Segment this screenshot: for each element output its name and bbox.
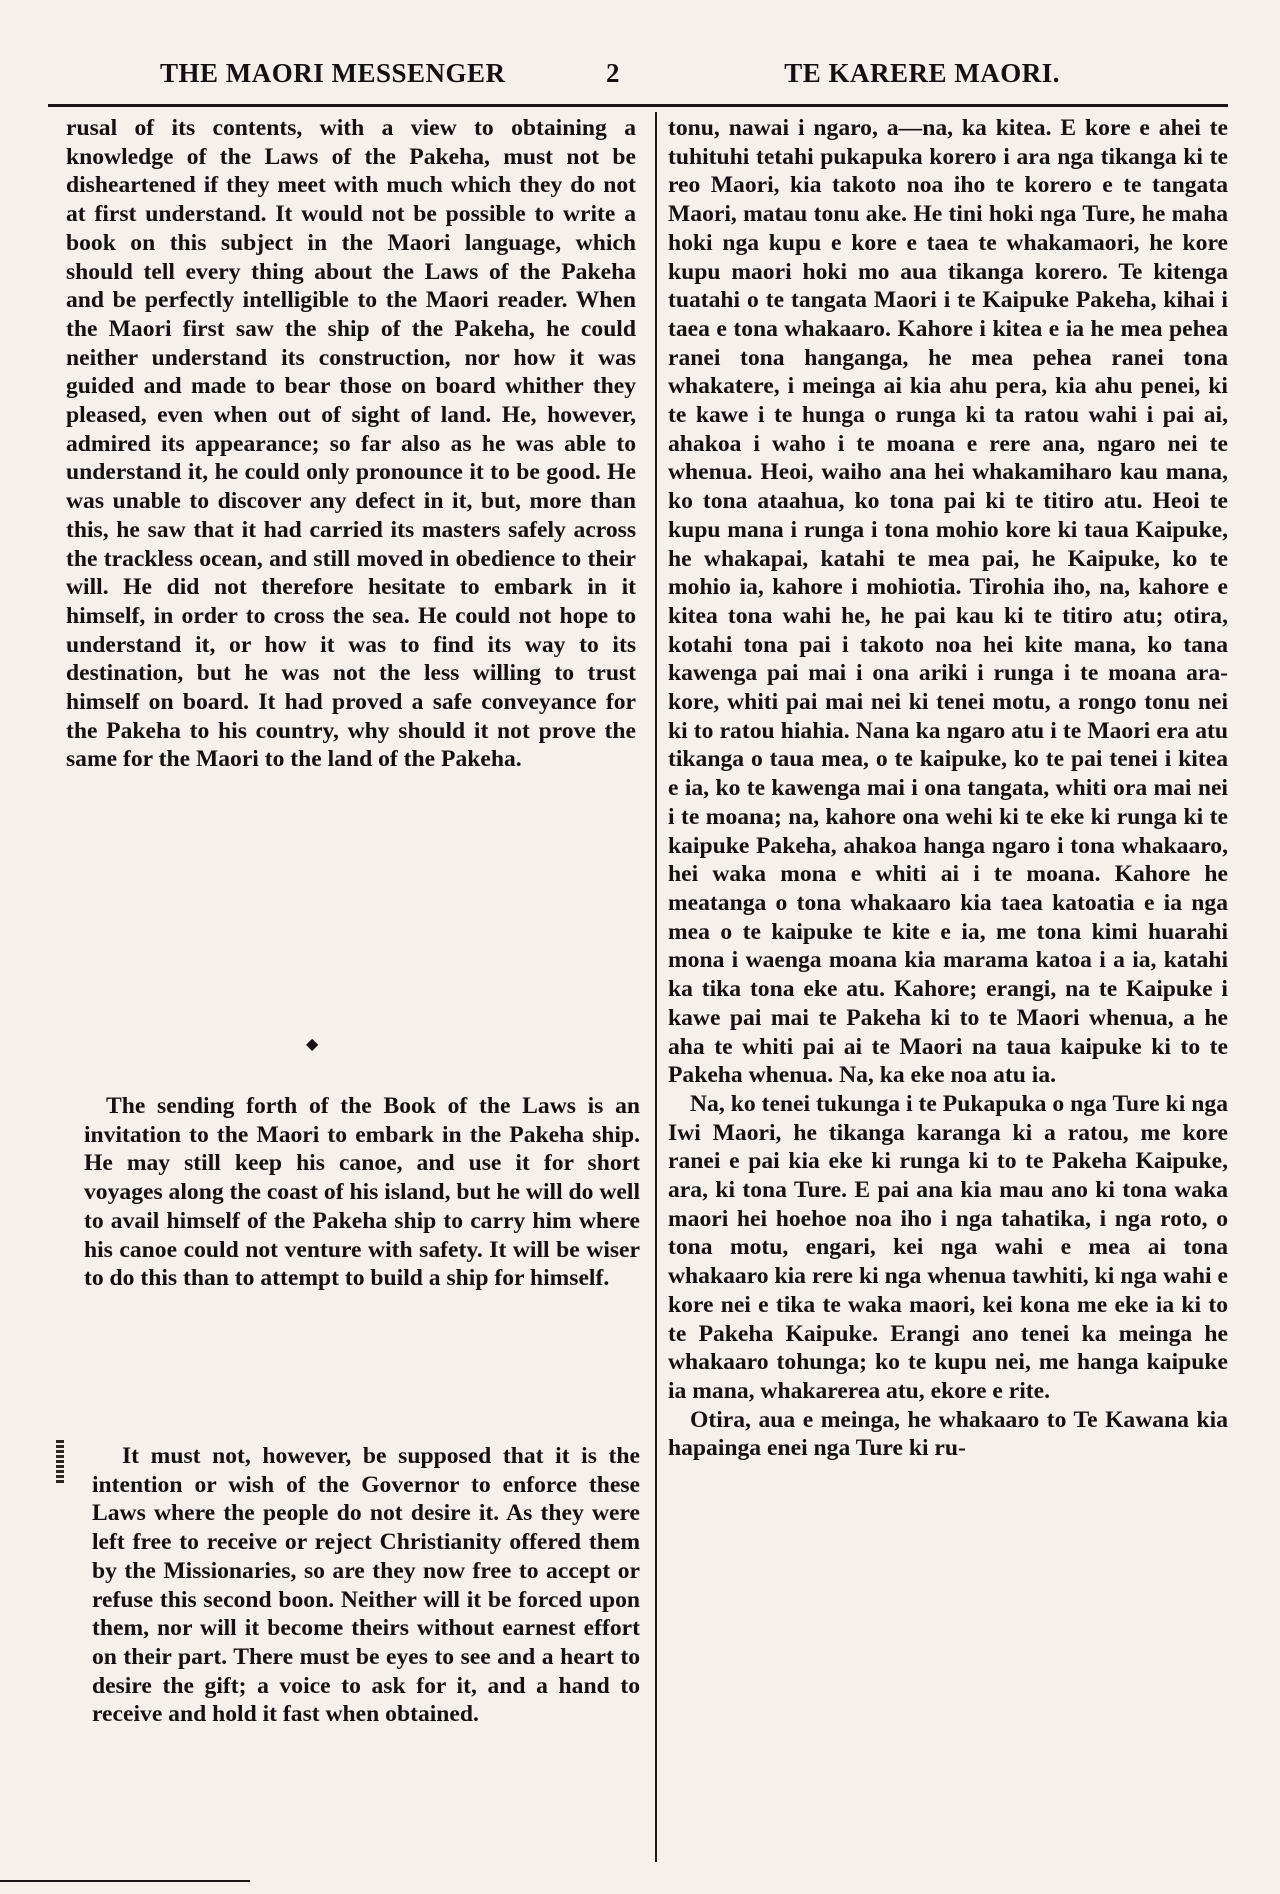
header-rule bbox=[48, 104, 1228, 107]
margin-marker bbox=[56, 1440, 64, 1484]
header-maori-title: TE KARERE MAORI. bbox=[784, 58, 1060, 88]
english-paragraph-1 bbox=[66, 114, 636, 774]
english-paragraph-2-text: The sending forth of the Book of the Laws is an invitation to the Maori to embark in the Pakeha ship. He may still keep his canoe, and use it for short voyages along the coast of his island, but he will do well to avail himself of the Pakeha ship to carry him where his canoe could not venture with safety. It will be wiser to do this than to attempt to build a ship for himself. bbox=[84, 1093, 640, 1292]
ornament-mark: ◆ bbox=[306, 1036, 319, 1053]
english-paragraph-3 bbox=[92, 1442, 640, 1729]
english-paragraph-1-text: rusal of its contents, with a view to obtaining a knowledge of the Laws of the Pakeha, must not be disheartened if they meet with much which they do not at first understand. It would not be possible to write a book on this subject in the Maori language, which should tell every thing about the Laws of the Pakeha and be perfectly intelligible to the Maori reader. When the Maori first saw the ship of the Pakeha, he could neither understand its construction, nor how it was guided and made to bear those on board whither they pleased, even when out of sight of land. He, however, admired its appearance; so far also as he was able to understand it, he could only pronounce it to be good. He was unable to discover any defect in it, but, more than this, he saw that it had carried its masters safely across the trackless ocean, and still moved in obedience to their will. He did not therefore hesitate to embark in it himself, in order to cross the sea. He could not hope to understand it, or how it was to find its way to its destination, but he was not the less willing to trust himself on board. It had proved a safe conveyance for the Pakeha to his country, why should it not prove the same for the Maori to the land of the Pakeha. bbox=[66, 115, 636, 773]
english-paragraph-3-text: It must not, however, be supposed that it is the intention or wish of the Governor to enforce these Laws where the people do not desire it. As they were left free to receive or reject Christianity offered them by the Missionaries, so are they now free to accept or refuse this second boon. Neither will it be forced upon them, nor will it become theirs without earnest effort on their part. There must be eyes to see and a heart to desire the gift; a voice to ask for it, and a hand to receive and hold it fast when obtained. bbox=[92, 1443, 640, 1728]
page-header bbox=[150, 58, 1080, 98]
maori-column bbox=[668, 114, 1228, 1463]
maori-paragraph-1-text: tonu, nawai i ngaro, a—na, ka kitea. E kore e ahei te tuhituhi tetahi pukapuka korero i ara nga tikanga ki te reo Maori, kia takoto noa iho te korero e te tangata Maori, matau tonu ake. He tini hoki nga Ture, he maha hoki nga kupu e kore e taea te whakamaori, he kore kupu maori hoki mo aua tikanga korero. Te kitenga tuatahi o te tangata Maori i te Kaipuke Pakeha, kihai i taea e tona whakaaro. Kahore i kitea e ia he mea pehea ranei tona hanganga, he mea pehea ranei tona whakatere, i meinga ai kia ahu pera, kia ahu penei, ki te kawe i te hunga o runga ki ta ratou wahi i pai ai, ahakoa i waho i te moana e rere ana, ngaro nei te whenua. Heoi, waiho ana hei whakamiharo kau mana, ko tona ataahua, ko tona pai ki te titiro atu. Heoi te kupu mana i runga i tona mohio kore ki taua Kaipuke, he whakapai, katahi te mea pai, he Kaipuke, ko te mohio ia, kahore i mohiotia. Tirohia iho, na, kahore e kitea tona wahi he, he pai kau ki te titiro atu; otira, kotahi tona pai i takoto noa hei kite mana, ko tana kawenga pai mai i ona ariki i runga i te moana ara-kore, whiti pai mai nei ki tenei motu, a rongo tonu nei ki to ratou hiahia. Nana ka ngaro atu i te Maori era atu tikanga o taua mea, o te kaipuke, ko te pai tenei i kitea e ia, ko te kawenga mai i ona tangata, whiti ora mai nei i te moana; na, kahore ona wehi ki te eke ki runga ki te kaipuke Pakeha, ahakoa hanga ngaro i tona whakaaro, hei waka mona e whiti ai i te moana. Kahore he meatanga o tona whakaaro kia taea katoatia e ia nga mea o te kaipuke te kite e ia, me tona kimi huarahi mona i waenga moana kia marama katoa i a ia, katahi ka tika tona eke atu. Kahore; erangi, na te Kaipuke i kawe pai mai te Pakeha ki to te Maori whenua, a he aha te whiti pai ai te Maori na taua kaipuke ki to te Pakeha whenua. Na, ka eke noa atu ia. bbox=[668, 115, 1228, 1089]
maori-paragraph-2-text: Na, ko tenei tukunga i te Pukapuka o nga Ture ki nga Iwi Maori, he tikanga karanga ki a ratou, me kore ranei e pai kia eke ki runga ki to te Pakeha Kaipuke, ara, ki tona Ture. E pai ana kia mau ano ki tona waka maori hei hoehoe noa iho i nga tahatika, i nga roto, o tona motu, engari, kei nga wahi e mea ai tona whakaaro kia rere ki nga whenua tawhiti, ki nga wahi e kore nei e tika te waka maori, kei kona me eke ia ki to te Pakeha Kaipuke. Erangi ano tenei ka meinga he whakaaro tohunga; ko te kupu nei, me hanga kaipuke ia mana, whakarerea atu, ekore e rite. bbox=[668, 1090, 1228, 1404]
footer-rule bbox=[0, 1880, 250, 1882]
column-divider bbox=[655, 112, 657, 1862]
page-number: 2 bbox=[606, 58, 620, 88]
english-paragraph-2 bbox=[84, 1092, 640, 1293]
header-english-title: THE MAORI MESSENGER bbox=[160, 58, 506, 88]
maori-paragraph-3-text: Otira, aua e meinga, he whakaaro to Te Kawana kia hapainga enei nga Ture ki ru- bbox=[668, 1406, 1228, 1462]
